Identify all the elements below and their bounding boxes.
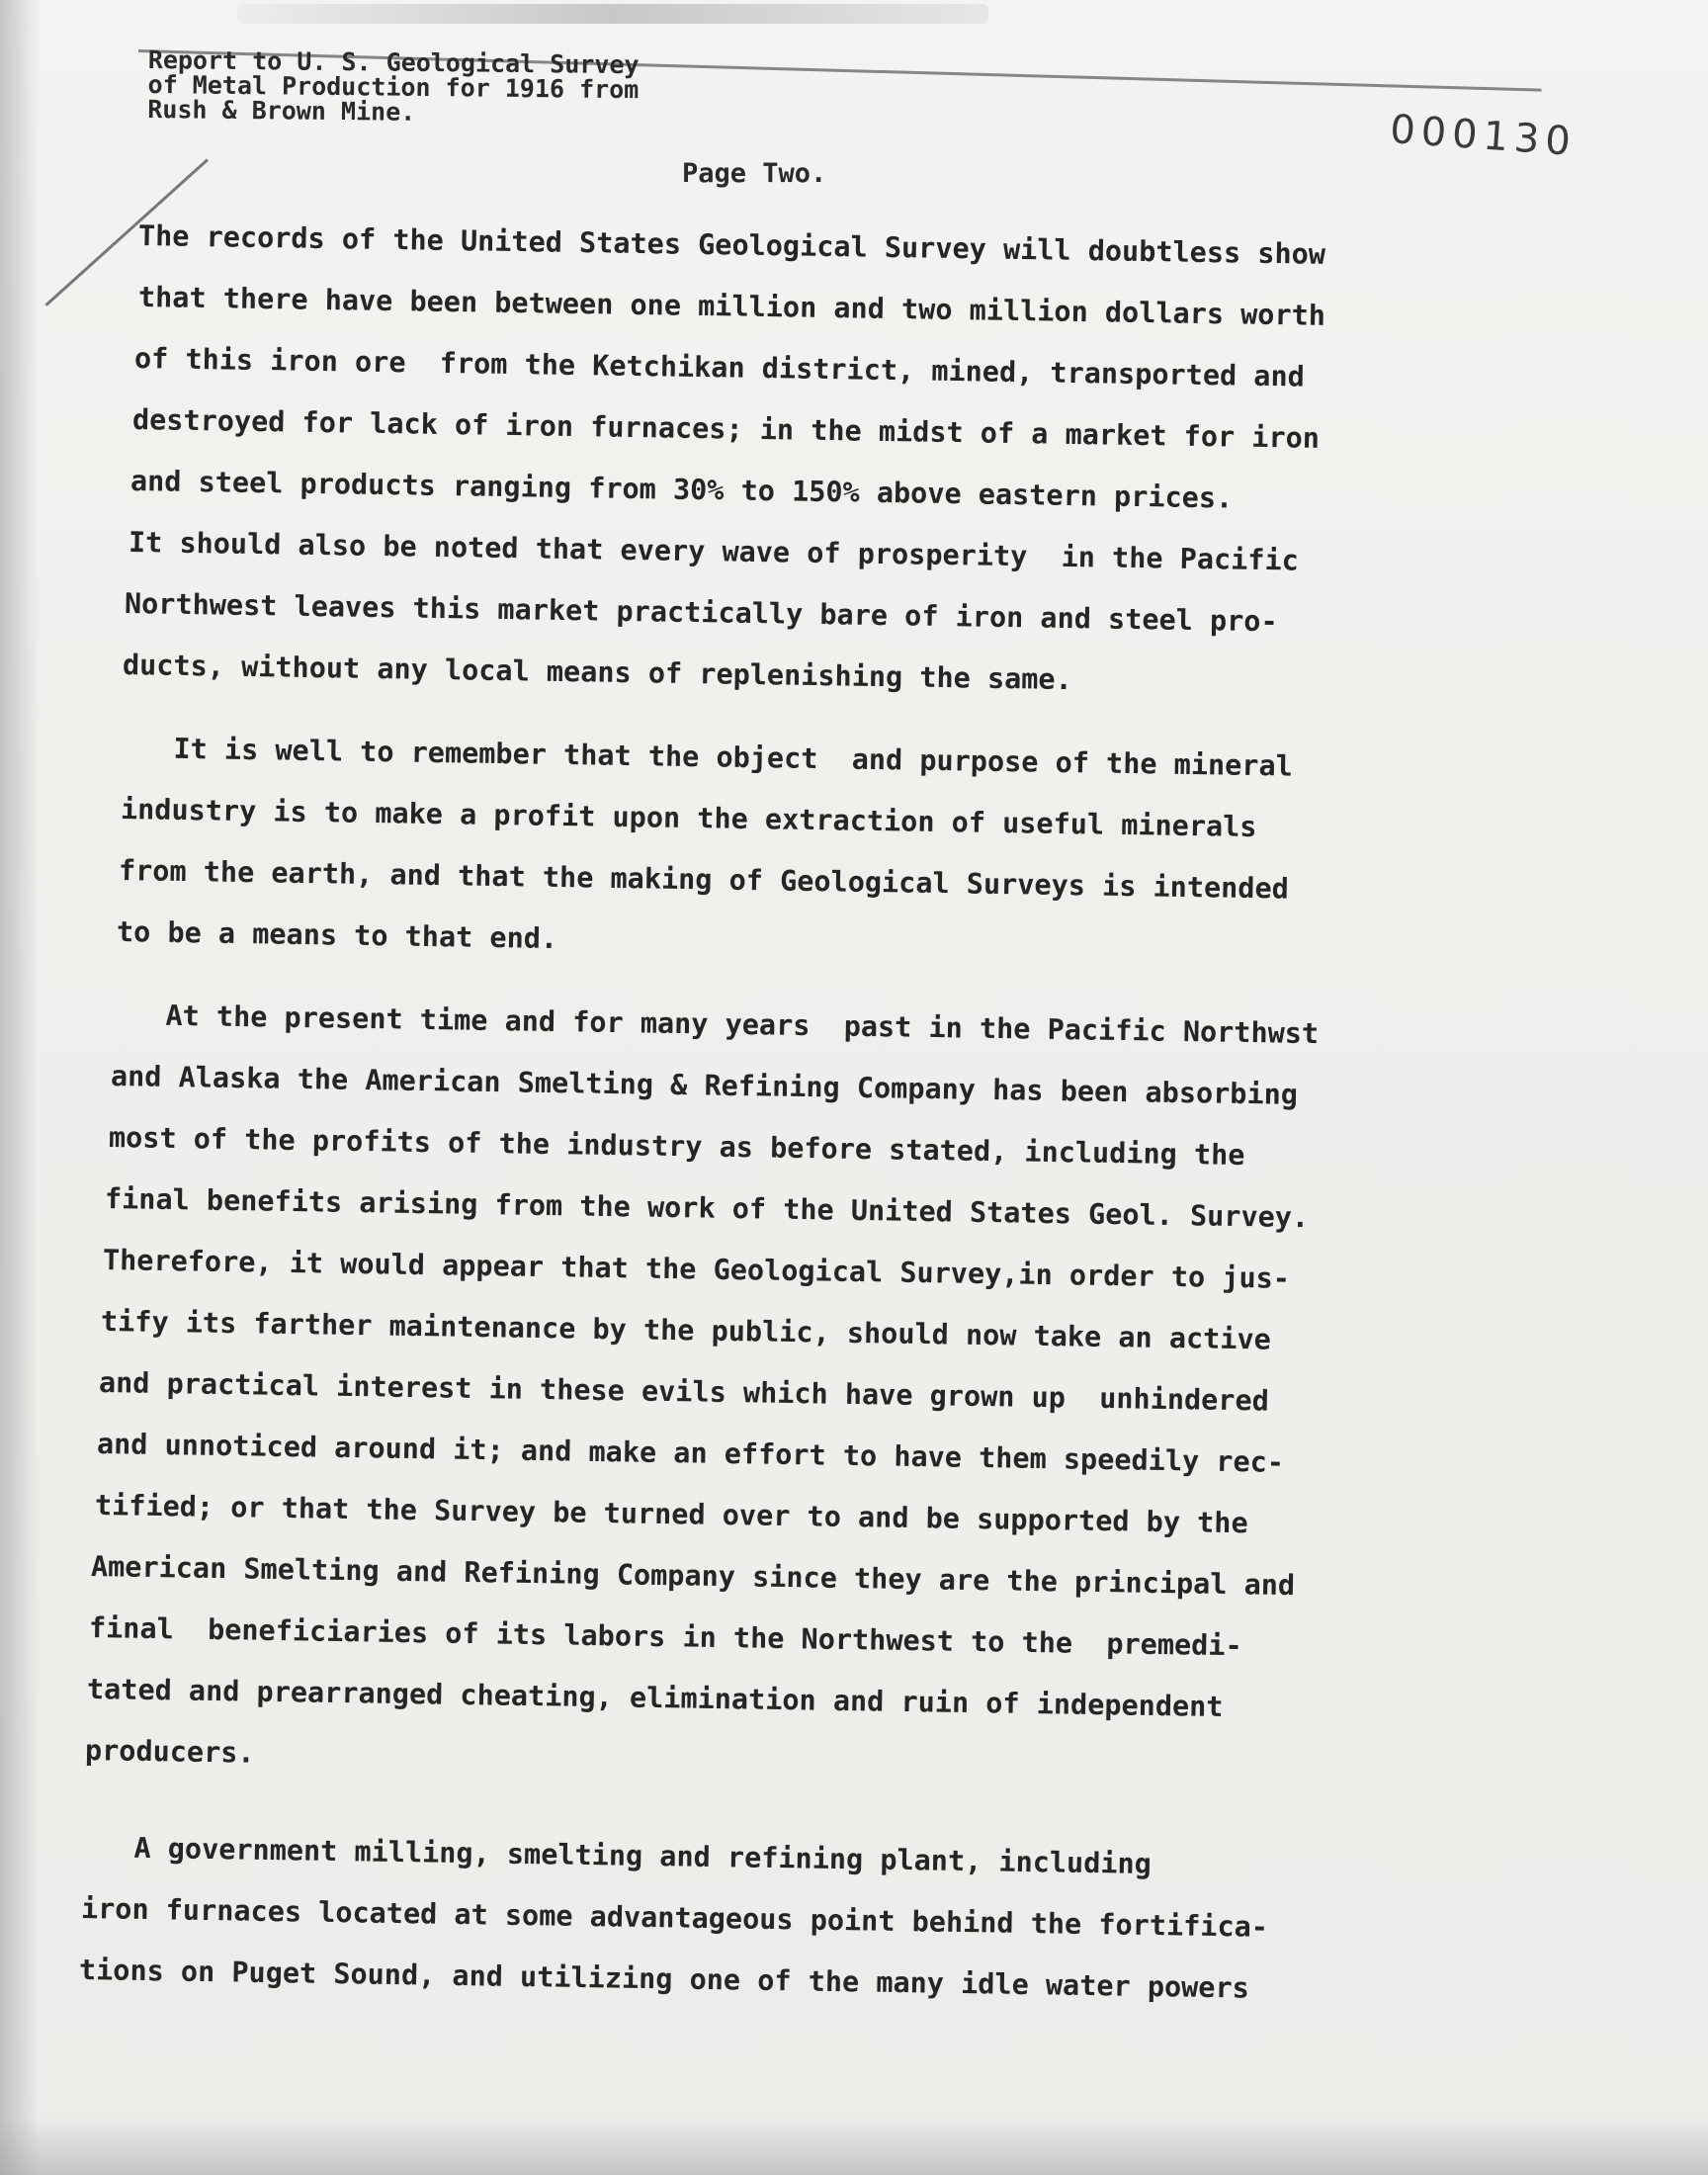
body-line: tions on Puget Sound, and utilizing one of the many idle water powers (78, 1954, 1250, 2005)
body-line: of this iron ore from the Ketchikan district, mined, transported and (133, 342, 1306, 393)
body-line: from the earth, and that the making of Geological Surveys is intended (118, 854, 1290, 906)
page-heading: Page Two. (682, 158, 827, 189)
body-line: and practical interest in these evils which have grown up unhindered (98, 1366, 1270, 1418)
body-line: most of the profits of the industry as before stated, including the (108, 1121, 1245, 1173)
scan-bottom-shadow (0, 2116, 1708, 2175)
body-line: ducts, without any local means of replenishing the same. (122, 649, 1073, 697)
body-line: American Smelting and Refining Company since they are the principal and (90, 1550, 1296, 1603)
body-line: tated and prearranged cheating, elimination and ruin of independent (86, 1673, 1224, 1724)
header-line-3: Rush & Brown Mine. (147, 94, 416, 127)
body-line: A government milling, smelting and refining plant, including (82, 1831, 1153, 1880)
body-line: Northwest leaves this market practically bare of iron and steel pro- (124, 587, 1278, 639)
body-line: final benefits arising from the work of the United States Geol. Survey. (104, 1182, 1310, 1235)
body-line: and Alaska the American Smelting & Refining Company has been absorbing (110, 1060, 1299, 1111)
body-line: to be a means to that end. (116, 915, 558, 956)
body-line: At the present time and for many years past in the Pacific Northwst (114, 999, 1320, 1051)
body-line: tified; or that the Survey be turned over to and be supported by the (94, 1489, 1248, 1540)
header-line-1: Report to U. S. Geological Survey (147, 45, 640, 80)
body-line: It is well to remember that the object and purpose of the mineral (122, 732, 1294, 783)
body-line: and steel products ranging from 30% to 150% above eastern prices. (129, 465, 1234, 515)
body-line: iron furnaces located at some advantageous point behind the fortifica- (80, 1892, 1269, 1944)
body-line: It should also be noted that every wave of prosperity in the Pacific (128, 526, 1300, 577)
body-line: that there have been between one million and two million dollars worth (137, 281, 1326, 332)
body-line: producers. (84, 1734, 255, 1770)
body-line: industry is to make a profit upon the extraction of useful minerals (120, 793, 1257, 844)
body-line: destroyed for lack of iron furnaces; in the midst of a market for iron (131, 403, 1321, 455)
body-line: The records of the United States Geological Survey will doubtless show (137, 219, 1326, 271)
body-line: final beneficiaries of its labors in the Northwest to the premedi- (88, 1611, 1242, 1663)
header-line-2: of Metal Production for 1916 from (147, 69, 640, 105)
body-line: Therefore, it would appear that the Geological Survey,in order to jus- (102, 1244, 1291, 1295)
report-header (147, 47, 639, 127)
document-number-stamp: 000130 (1388, 107, 1579, 166)
scan-left-shadow (0, 0, 40, 2175)
top-smudge (237, 4, 988, 24)
body-line: and unnoticed around it; and make an effort to have them speedily rec- (96, 1428, 1285, 1479)
body-line: tify its farther maintenance by the public, should now take an active (100, 1305, 1272, 1356)
